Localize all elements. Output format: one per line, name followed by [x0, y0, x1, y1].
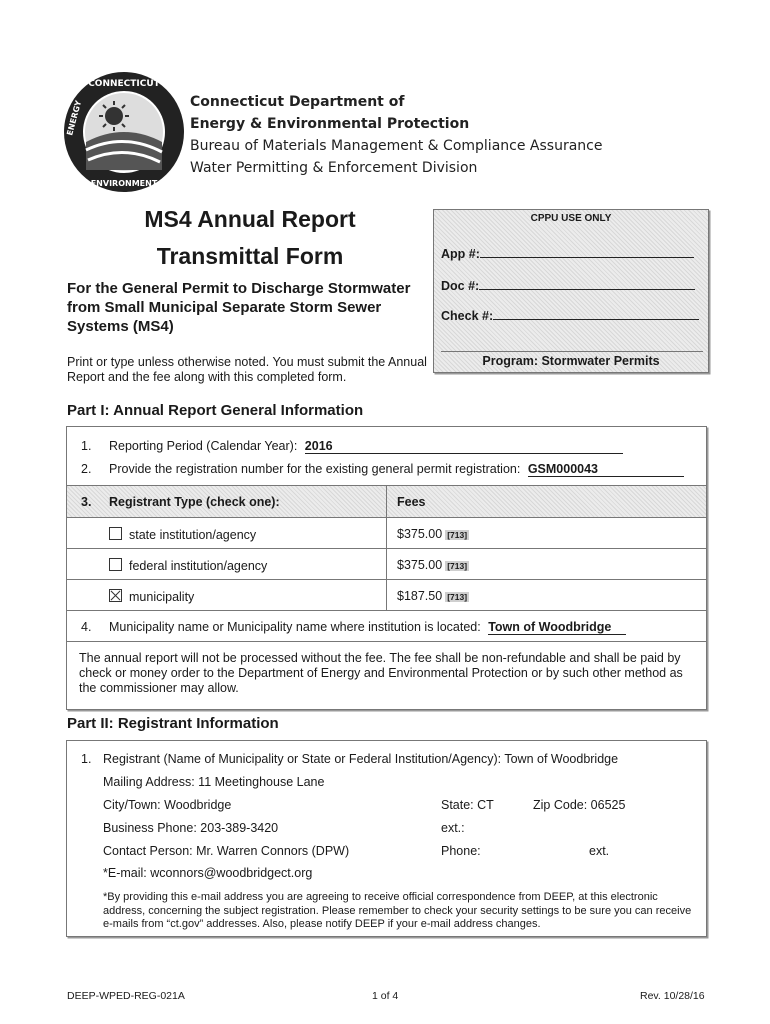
fees-header: Fees	[397, 495, 426, 509]
fee-state	[397, 527, 469, 541]
agency-line-4: Water Permitting & Enforcement Division	[190, 160, 478, 176]
city-town[interactable]: City/Town: Woodbridge	[103, 798, 232, 812]
part-2-heading: Part II: Registrant Information	[67, 715, 279, 732]
item-3-number: 3.	[81, 495, 92, 509]
registrant-type-label: Registrant Type (check one):	[109, 495, 280, 509]
form-title-line-1: MS4 Annual Report	[144, 206, 356, 232]
seal-text-left: ENERGY	[65, 99, 84, 137]
mailing-address[interactable]: Mailing Address: 11 Meetinghouse Lane	[103, 775, 325, 789]
fee-federal	[397, 558, 469, 572]
item-4-number: 4.	[81, 620, 92, 634]
checkbox-municipality-checked[interactable]	[109, 589, 122, 602]
cppu-heading: CPPU USE ONLY	[530, 213, 612, 224]
business-phone[interactable]: Business Phone: 203-389-3420	[103, 821, 279, 835]
fee-state-code: [713]	[447, 530, 468, 540]
fee-note: The annual report will not be processed without the fee. The fee shall be non-refundable and shall be paid by check or money order to the Department of Energy and Environmental Protection or by such other method as the commissioner may allow.	[79, 651, 683, 695]
cppu-program: Program: Stormwater Permits	[482, 354, 660, 368]
contact-phone[interactable]: Phone:	[441, 844, 481, 858]
part-1-heading: Part I: Annual Report General Information	[67, 402, 364, 419]
part-2-item-number: 1.	[81, 752, 92, 766]
agency-line-2: Energy & Environmental Protection	[190, 116, 470, 132]
item-2-number: 2.	[81, 462, 92, 476]
agency-header	[190, 91, 602, 179]
seal-text-bottom: ENVIRONMENT	[90, 179, 158, 188]
cppu-check-label: Check #:	[441, 309, 494, 323]
municipality-name-label: Municipality name or Municipality name where institution is located:	[109, 620, 481, 634]
registration-number-row	[81, 462, 684, 477]
fee-federal-code: [713]	[447, 561, 468, 571]
cppu-app-label: App #:	[441, 247, 480, 261]
zip-code[interactable]: Zip Code: 06525	[533, 798, 626, 812]
registrant-type-header-label	[81, 495, 280, 509]
registration-number-value[interactable]: GSM000043	[527, 462, 598, 476]
checkbox-state[interactable]	[109, 527, 122, 540]
part-1-section	[66, 426, 707, 710]
fee-municipality	[397, 589, 469, 603]
reporting-period-label: Reporting Period (Calendar Year):	[109, 439, 298, 453]
cppu-check-field	[441, 309, 699, 323]
page-number: 1 of 4	[372, 990, 399, 1002]
state[interactable]: State: CT	[441, 798, 494, 812]
municipality-name-value[interactable]: Town of Woodbridge	[488, 620, 612, 634]
type-option-state[interactable]	[109, 527, 256, 542]
fee-municipality-amount: $187.50	[397, 589, 443, 603]
email[interactable]: *E-mail: wconnors@woodbridgect.org	[103, 866, 313, 880]
item-1-number: 1.	[81, 439, 92, 453]
type-label-federal: federal institution/agency	[129, 559, 268, 573]
type-label-state: state institution/agency	[129, 528, 257, 542]
cppu-doc-field	[441, 279, 695, 293]
contact-phone-ext[interactable]: ext.	[589, 844, 610, 858]
registrant-row	[81, 752, 618, 766]
reporting-period-value[interactable]: 2016	[304, 439, 333, 453]
form-title-line-2: Transmittal Form	[156, 243, 344, 269]
reporting-period-row	[81, 439, 623, 454]
type-option-municipality[interactable]	[109, 589, 194, 604]
agency-line-1: Connecticut Department of	[190, 94, 405, 110]
form-subtitle: For the General Permit to Discharge Stormwater from Small Municipal Separate Storm Sewer Systems (MS4)	[67, 280, 411, 335]
checkbox-federal[interactable]	[109, 558, 122, 571]
registration-number-label: Provide the registration number for the existing general permit registration:	[109, 462, 521, 476]
cppu-use-only-box	[433, 209, 709, 373]
cppu-doc-label: Doc #:	[441, 279, 480, 293]
fee-municipality-code: [713]	[447, 592, 468, 602]
registrant-name[interactable]: Registrant (Name of Municipality or State or Federal Institution/Agency): Town of Woodbridge	[103, 752, 619, 766]
type-label-municipality: municipality	[129, 590, 195, 604]
fee-federal-amount: $375.00	[397, 558, 443, 572]
fee-state-amount: $375.00	[397, 527, 443, 541]
deep-seal-logo	[62, 70, 186, 194]
municipality-name-row	[81, 620, 626, 635]
business-phone-ext[interactable]: ext.:	[441, 821, 465, 835]
contact-person[interactable]: Contact Person: Mr. Warren Connors (DPW)	[103, 844, 350, 858]
agency-line-3: Bureau of Materials Management & Compliance Assurance	[190, 138, 603, 154]
revision-date: Rev. 10/28/16	[640, 990, 705, 1002]
seal-text-top: CONNECTICUT	[88, 79, 160, 89]
part-2-section	[66, 740, 707, 937]
instructions: Print or type unless otherwise noted. You must submit the Annual Report and the fee along with this completed form.	[67, 355, 427, 384]
email-note: *By providing this e-mail address you are agreeing to receive official correspondence from DEEP, at this electronic address, concerning the subject registration. Please remember to check your security settings to be sure you can receive e-mails from “ct.gov” addresses. Also, please notify DEEP if your e-mail address changes.	[103, 891, 692, 930]
type-option-federal[interactable]	[109, 558, 267, 573]
cppu-app-field	[441, 247, 694, 261]
form-id: DEEP-WPED-REG-021A	[67, 990, 185, 1002]
